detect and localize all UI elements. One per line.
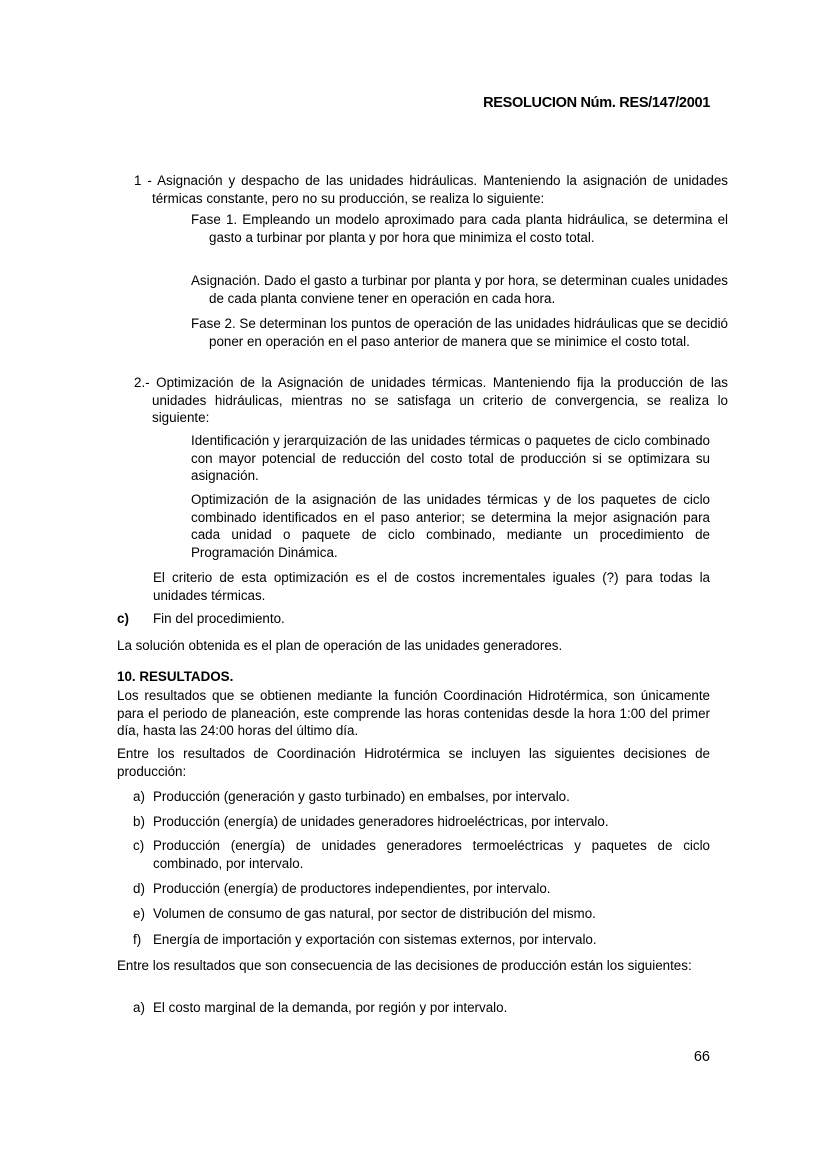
decision-text: Producción (generación y gasto turbinado) en embalses, por intervalo. xyxy=(153,789,570,804)
step-1-text: 1 - Asignación y despacho de las unidades hidráulicas. Manteniendo la asignación de unidades térmicas constante, pero no su producción, se realiza lo siguiente: xyxy=(134,173,728,206)
step-2-criterion: El criterio de esta optimización es el de costos incrementales iguales (?) para todas la unidades térmicas. xyxy=(153,570,710,603)
decision-text: Volumen de consumo de gas natural, por sector de distribución del mismo. xyxy=(153,906,596,921)
decision-item xyxy=(133,880,710,898)
step-2-item-2: Optimización de la asignación de las unidades térmicas y de los paquetes de ciclo combinado identificados en el paso anterior; se determina la mejor asignación para cada unidad o paquete de ciclo combinado, mediante un procedimiento de Programación Dinámica. xyxy=(191,492,710,560)
decision-item xyxy=(133,813,710,831)
decision-text: Producción (energía) de productores independientes, por intervalo. xyxy=(153,881,551,896)
step-1-assignment: Asignación. Dado el gasto a turbinar por planta y por hora, se determinan cuales unidades de cada planta conviene tener en operación en cada hora. xyxy=(191,273,728,306)
consequence-item xyxy=(133,999,710,1017)
decision-text: Producción (energía) de unidades generadores termoeléctricas y paquetes de ciclo combinado, por intervalo. xyxy=(153,838,710,871)
results-paragraph-3: Entre los resultados que son consecuencia de las decisiones de producción están los siguientes: xyxy=(117,958,692,973)
step-2-item-1: Identificación y jerarquización de las unidades térmicas o paquetes de ciclo combinado con mayor potencial de reducción del costo total de producción si se optimizara su asignación. xyxy=(191,433,710,483)
decision-label: d) xyxy=(133,881,145,896)
decision-item xyxy=(133,931,710,949)
document-header: RESOLUCION Núm. RES/147/2001 xyxy=(483,95,710,111)
end-text: Fin del procedimiento. xyxy=(153,611,285,626)
decision-item xyxy=(133,905,710,923)
consequence-text: El costo marginal de la demanda, por región y por intervalo. xyxy=(153,1000,508,1015)
decision-label: f) xyxy=(133,932,142,947)
step-1-phase-2: Fase 2. Se determinan los puntos de operación de las unidades hidráulicas que se decidió poner en operación en el paso anterior de manera que se minimice el costo total. xyxy=(191,316,728,349)
decision-label: c) xyxy=(133,838,145,853)
step-2-text: 2.- Optimización de la Asignación de unidades térmicas. Manteniendo fija la producción de las unidades hidráulicas, mientras no se satisfaga un criterio de convergencia, se realiza lo siguiente: xyxy=(134,375,728,425)
end-label: c) xyxy=(117,611,129,626)
decision-label: a) xyxy=(133,789,145,804)
decision-item xyxy=(133,837,710,872)
step-1-phase-1: Fase 1. Empleando un modelo aproximado para cada planta hidráulica, se determina el gasto a turbinar por planta y por hora que minimiza el costo total. xyxy=(191,212,728,245)
decision-item xyxy=(133,788,710,806)
results-paragraph-1: Los resultados que se obtienen mediante la función Coordinación Hidrotérmica, son únicamente para el periodo de planeación, este comprende las horas contenidas desde la hora 1:00 del primer día, hasta las 24:00 horas del último día. xyxy=(117,688,710,738)
decision-label: b) xyxy=(133,814,145,829)
decision-text: Energía de importación y exportación con sistemas externos, por intervalo. xyxy=(153,932,597,947)
decision-label: e) xyxy=(133,906,145,921)
decision-text: Producción (energía) de unidades generadores hidroeléctricas, por intervalo. xyxy=(153,814,609,829)
solution-text: La solución obtenida es el plan de operación de las unidades generadores. xyxy=(117,638,563,653)
page-number: 66 xyxy=(693,1049,710,1065)
results-paragraph-2: Entre los resultados de Coordinación Hidrotérmica se incluyen las siguientes decisiones de producción: xyxy=(117,746,710,779)
consequence-label: a) xyxy=(133,1000,145,1015)
section-heading: 10. RESULTADOS. xyxy=(117,669,234,684)
